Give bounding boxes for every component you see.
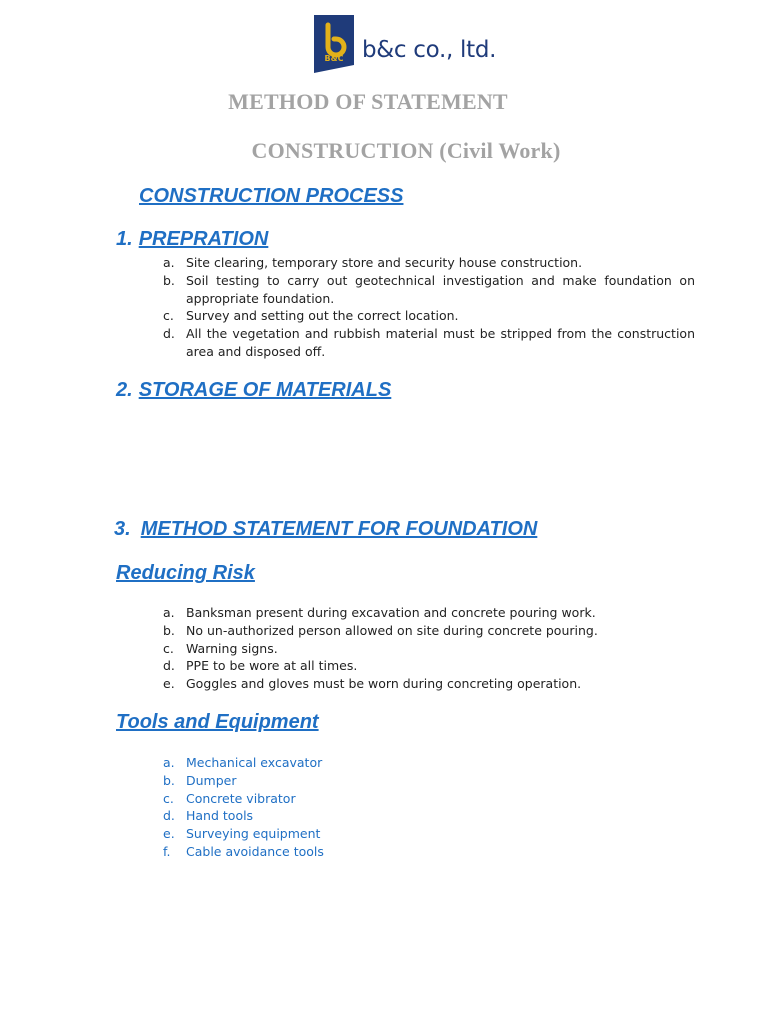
list-item: a. Site clearing, temporary store and security house construction.: [163, 255, 583, 270]
document-title: METHOD OF STATEMENT: [228, 89, 508, 114]
list-item: e. Surveying equipment: [163, 826, 321, 842]
reducing-risk-list: [163, 604, 695, 693]
list-item: e. Goggles and gloves must be worn during concreting operation.: [163, 676, 582, 692]
storage-heading: 2. STORAGE OF MATERIALS: [116, 379, 392, 401]
tools-heading: Tools and Equipment: [116, 711, 319, 733]
list-item: a. Banksman present during excavation and concrete pouring work.: [163, 605, 596, 620]
company-name: b&c co., ltd.: [362, 37, 497, 63]
list-item: d. Hand tools: [163, 808, 254, 824]
section-number: 2.: [116, 379, 133, 401]
svg-text:B&C: B&C: [324, 54, 344, 63]
foundation-heading: 3. METHOD STATEMENT FOR FOUNDATION: [114, 518, 538, 540]
list-item: b. No un-authorized person allowed on site during concrete pouring.: [163, 622, 598, 638]
prepration-list: [163, 254, 695, 361]
list-item: b. Dumper: [163, 772, 237, 788]
list-item: c. Warning signs.: [163, 640, 278, 656]
list-item: d. All the vegetation and rubbish material must be stripped from the construction area and disposed off.: [163, 326, 695, 359]
construction-process-heading: CONSTRUCTION PROCESS: [139, 185, 404, 207]
document-subtitle: CONSTRUCTION (Civil Work): [251, 138, 561, 163]
prepration-heading: 1. PREPRATION: [116, 228, 269, 250]
section-number: 3.: [114, 518, 131, 540]
section-number: 1.: [116, 228, 133, 250]
reducing-risk-heading: Reducing Risk: [116, 562, 255, 584]
list-item: d. PPE to be wore at all times.: [163, 658, 358, 674]
list-item: a. Mechanical excavator: [163, 755, 323, 770]
logo-mark-icon: [314, 15, 354, 73]
list-item: c. Concrete vibrator: [163, 790, 296, 806]
list-item: b. Soil testing to carry out geotechnical investigation and make foundation on appropriate foundation.: [163, 272, 695, 306]
list-item: f. Cable avoidance tools: [163, 843, 324, 859]
list-item: c. Survey and setting out the correct location.: [163, 308, 459, 324]
tools-list: [163, 754, 563, 861]
